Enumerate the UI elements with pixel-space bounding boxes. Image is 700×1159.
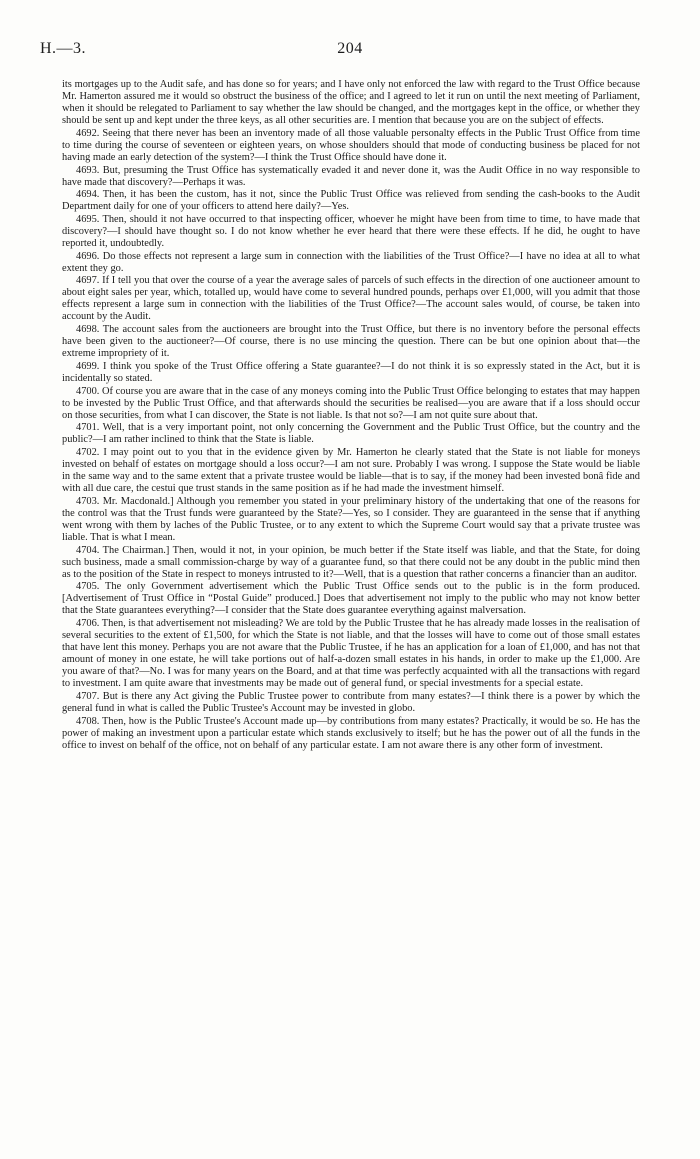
page-header [40, 40, 660, 62]
paragraph-4707: 4707. But is there any Act giving the Public Trustee power to contribute from many estates?—I think there is a power by which the general fund in what is called the Public Trustee's Account may be invested in globo. [62, 690, 640, 714]
evidence-text [62, 79, 640, 752]
paragraph-4695: 4695. Then, should it not have occurred to that inspecting officer, whoever he might have been from time to time, to have made that discovery?—I should have thought so. I do not know whether he ever heard that there were these effects. If he did, he ought to have reported it, undoubtedly. [62, 213, 640, 249]
paragraph-continued: its mortgages up to the Audit safe, and has done so for years; and I have only not enforced the law with regard to the Trust Office because Mr. Hamerton assured me it would so obstruct the business of the office; and I agreed to let it run on until the next meeting of Parliament, when it should be relegated to Parliament to say whether the law should be changed, and the mortgages kept in the office, or whether they should be sent up and kept under the three keys, as all other securities are. I mention that because you are on the subject of effects. [62, 79, 640, 127]
paragraph-4693: 4693. But, presuming the Trust Office has systematically evaded it and never done it, was the Audit Office in no way responsible to have made that discovery?—Perhaps it was. [62, 164, 640, 188]
paragraph-4694: 4694. Then, it has been the custom, has it not, since the Public Trust Office was relieved from sending the cash-books to the Audit Department daily for one of your officers to attend here daily?—Yes. [62, 189, 640, 213]
paragraph-4701: 4701. Well, that is a very important point, not only concerning the Government and the Public Trust Office, but the country and the public?—I am rather inclined to think that the State is liable. [62, 422, 640, 446]
paragraph-4703: 4703. Mr. Macdonald.] Although you remember you stated in your preliminary history of the undertaking that one of the reasons for the control was that the Trust funds were guaranteed by the State?—Yes, so I consider. They are guaranteed in the sense that if anything went wrong with them by laches of the Public Trustee, or to any extent to which the Supreme Court would say that a private trustee was liable. That is what I mean. [62, 495, 640, 543]
paragraph-4696: 4696. Do those effects not represent a large sum in connection with the liabilities of the Trust Office?—I have no idea at all to what extent they go. [62, 250, 640, 274]
paragraph-4704: 4704. The Chairman.] Then, would it not, in your opinion, be much better if the State itself was liable, and that the State, for doing such business, made a small commission-charge by way of a guarantee fund, so that there could not be any doubt in the public mind then as to the position of the State in respect to moneys intrusted to it?—Well, that is a question that rather concerns a financier than an auditor. [62, 544, 640, 580]
page-number: 204 [337, 40, 363, 57]
document-reference: H.—3. [40, 40, 87, 57]
paragraph-4708: 4708. Then, how is the Public Trustee's Account made up—by contributions from many estates? Practically, it would be so. He has the power of making an investment upon a particular estate which stands exclusively to itself; but he has the power out of all the funds in the office to invest on behalf of the office, not on behalf of any particular estate. I am not aware there is any other form of investment. [62, 715, 640, 751]
paragraph-4692: 4692. Seeing that there never has been an inventory made of all those valuable personalty effects in the Public Trust Office from time to time during the course of seventeen or eighteen years, on whose shoulders should that mode of conducting business be placed for not having made an early detection of the system?—I think the Trust Office should have done it. [62, 127, 640, 163]
paragraph-4702: 4702. I may point out to you that in the evidence given by Mr. Hamerton he clearly stated that the State is not liable for moneys invested on behalf of estates on mortgage should a loss occur?—I am not sure. Probably I was wrong. I suppose the State would be liable in the same way and to the same extent that a private trustee would be liable—that is to say, if the money had been invested bonâ fide and with all due care, the cestui que trust stands in the same position as if he had made the investment himself. [62, 446, 640, 495]
paragraph-4697: 4697. If I tell you that over the course of a year the average sales of parcels of such effects in the direction of one auctioneer amount to about eight sales per year, which, totalled up, would have come to several hundred pounds, perhaps over £1,000, will you admit that those effects represent a large sum in connection with the liabilities of the Trust Office?—The account sales would, of course, be taken into account by the Audit. [62, 275, 640, 323]
paragraph-4705: 4705. The only Government advertisement which the Public Trust Office sends out to the public is in the form produced. [Advertisement of Trust Office in “Postal Guide” produced.] Does that advertisement not imply to the public who may not know better that the State guarantees everything?—I consider that the State does guarantee everything against malversation. [62, 581, 640, 617]
paragraph-4700: 4700. Of course you are aware that in the case of any moneys coming into the Public Trust Office belonging to estates that may happen to be invested by the Public Trust Office, and that afterwards should the securities be realised—you are aware that if a loss should occur on those securities, from what I can discover, the State is not liable. Is that not so?—I am not quite sure about that. [62, 385, 640, 421]
paragraph-4699: 4699. I think you spoke of the Trust Office offering a State guarantee?—I do not think it is so expressly stated in the Act, but it is incidentally so stated. [62, 360, 640, 384]
paragraph-4706: 4706. Then, is that advertisement not misleading? We are told by the Public Trustee that he has already made losses in the realisation of several securities to the extent of £1,500, for which the State is not liable, and that the losses will have to come out of those small estates that have lent this money. Perhaps you are not aware that the Public Trustee, if he has an application for a loan of £1,000, and has not that amount of money in one estate, he will take portions out of half-a-dozen small estates in his hands, in order to make up the £1,000. Are you aware of that?—No. I was for many years on the Board, and at that time was perfectly acquainted with all the transactions with regard to investment. I am quite aware that investments may be made out of general fund, or special investments for a special estate. [62, 617, 640, 690]
paragraph-4698: 4698. The account sales from the auctioneers are brought into the Trust Office, but there is no inventory before the personal effects have been given to the auctioneer?—Of course, there is no use mincing the question. There can be but one opinion about that—the extreme impropriety of it. [62, 324, 640, 360]
